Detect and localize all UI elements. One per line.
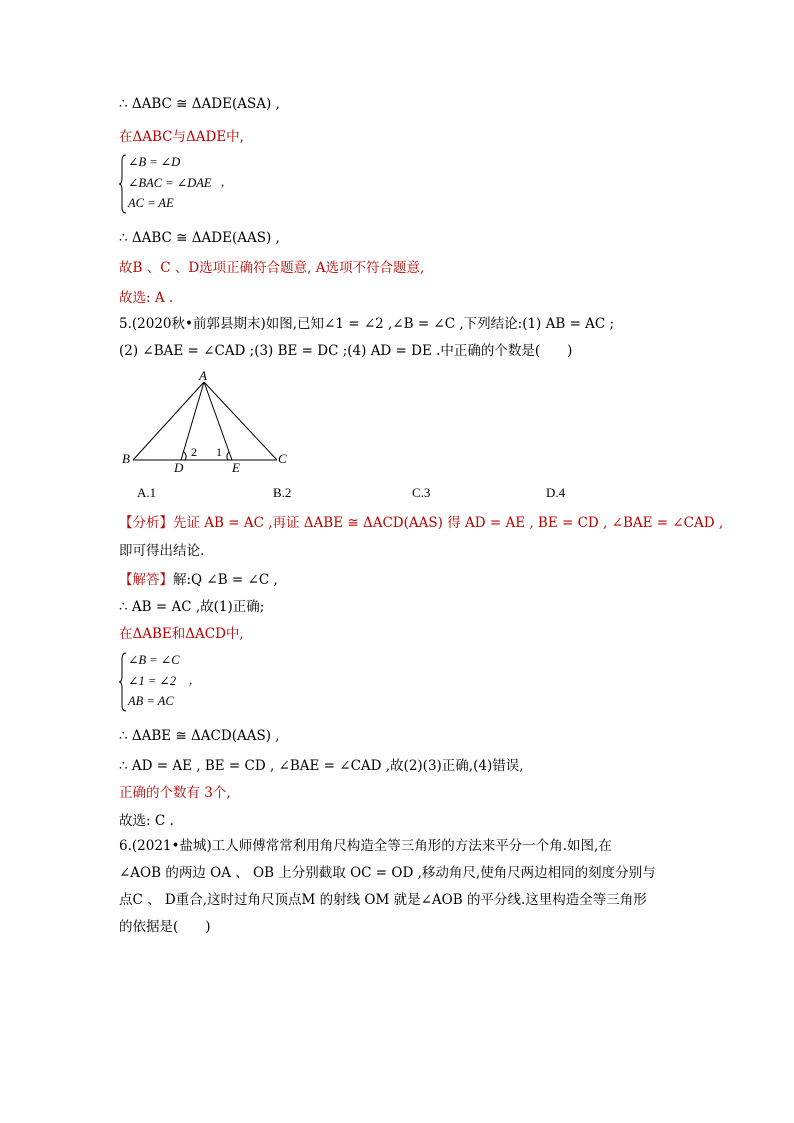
- brace-icon: [119, 651, 128, 713]
- brace-icon: [119, 153, 128, 215]
- vertex-label-b: B: [122, 451, 130, 466]
- question-6-text-line-4: 的依据是( ): [119, 919, 211, 935]
- question-6-text-line-3: 点C 、 D重合,这时过角尺顶点M 的射线 OM 就是∠AOB 的平分线.这里构造全等三角形: [119, 892, 647, 908]
- triangle-figure: [119, 368, 299, 476]
- answer-step-3: ∴ ΔABE ≅ ΔACD(AAS) ,: [119, 728, 280, 744]
- answer-step-6: 故选: C .: [119, 813, 174, 829]
- vertex-label-c: C: [278, 451, 287, 466]
- system-row: AC = AE: [128, 196, 174, 210]
- answer-choice-line: 故选: A .: [119, 290, 174, 306]
- answer-line: [119, 570, 278, 590]
- vertex-label-e: E: [232, 460, 240, 475]
- answer-tag: 【解答】: [119, 572, 173, 588]
- system-tail: ,: [189, 673, 193, 687]
- analysis-tag: 【分析】: [119, 515, 173, 531]
- question-5-text-line-2: (2) ∠BAE = ∠CAD ;(3) BE = DC ;(4) AD = DE .中正确的个数是( ): [119, 343, 573, 359]
- system-row: ∠B = ∠C: [128, 653, 180, 667]
- angle-label-2: 2: [191, 445, 197, 459]
- system-tail: ,: [221, 175, 225, 189]
- option-b: B.2: [273, 485, 292, 500]
- proof-line-congruent-aas: ∴ ΔABC ≅ ΔADE(AAS) ,: [119, 230, 280, 246]
- question-5-text-line-1: 5.(2020秋•前郭县期末)如图,已知∠1 = ∠2 ,∠B = ∠C ,下列结论:(1) AB = AC ;: [119, 316, 615, 332]
- option-c: C.3: [412, 485, 431, 500]
- system-row: ∠1 = ∠2: [128, 674, 177, 688]
- vertex-label-a: A: [199, 368, 207, 383]
- question-6-text-line-1: 6.(2021•盐城)工人师傅常常利用角尺构造全等三角形的方法来平分一个角.如图,在: [119, 838, 612, 854]
- answer-step-4: ∴ AD = AE , BE = CD , ∠BAE = ∠CAD ,故(2)(3)正确,(4)错误,: [119, 758, 524, 774]
- option-a: A.1: [137, 485, 157, 500]
- equation-system-2: [119, 651, 279, 713]
- system-row: ∠B = ∠D: [128, 155, 181, 169]
- answer-step-2: 在ΔABE和ΔACD中,: [119, 626, 244, 642]
- analysis-body: 先证 AB = AC ,再证 ΔABE ≅ ΔACD(AAS) 得 AD = AE , BE = CD , ∠BAE = ∠CAD ,: [173, 515, 724, 531]
- answer-step-1: ∴ AB = AC ,故(1)正确;: [119, 599, 265, 615]
- proof-line-in-triangles: 在ΔABC与ΔADE中,: [119, 129, 244, 145]
- equation-system-1: [119, 153, 279, 215]
- analysis-end-line: 即可得出结论.: [119, 543, 205, 559]
- answer-body: 解:Q ∠B = ∠C ,: [173, 572, 278, 588]
- system-row: ∠BAC = ∠DAE: [128, 176, 212, 190]
- proof-line-congruent-asa: ∴ ΔABC ≅ ΔADE(ASA) ,: [119, 96, 280, 112]
- answer-step-5: 正确的个数有 3个,: [119, 785, 231, 801]
- option-d: D.4: [546, 485, 566, 500]
- question-6-text-line-2: ∠AOB 的两边 OA 、 OB 上分别截取 OC = OD ,移动角尺,使角尺两边相同的刻度分别与: [119, 865, 656, 881]
- system-row: AB = AC: [128, 694, 174, 708]
- vertex-label-d: D: [174, 460, 184, 475]
- analysis-line: [119, 513, 723, 533]
- conclusion-line: 故B 、C 、D选项正确符合题意, A选项不符合题意,: [119, 260, 425, 276]
- angle-label-1: 1: [216, 445, 222, 459]
